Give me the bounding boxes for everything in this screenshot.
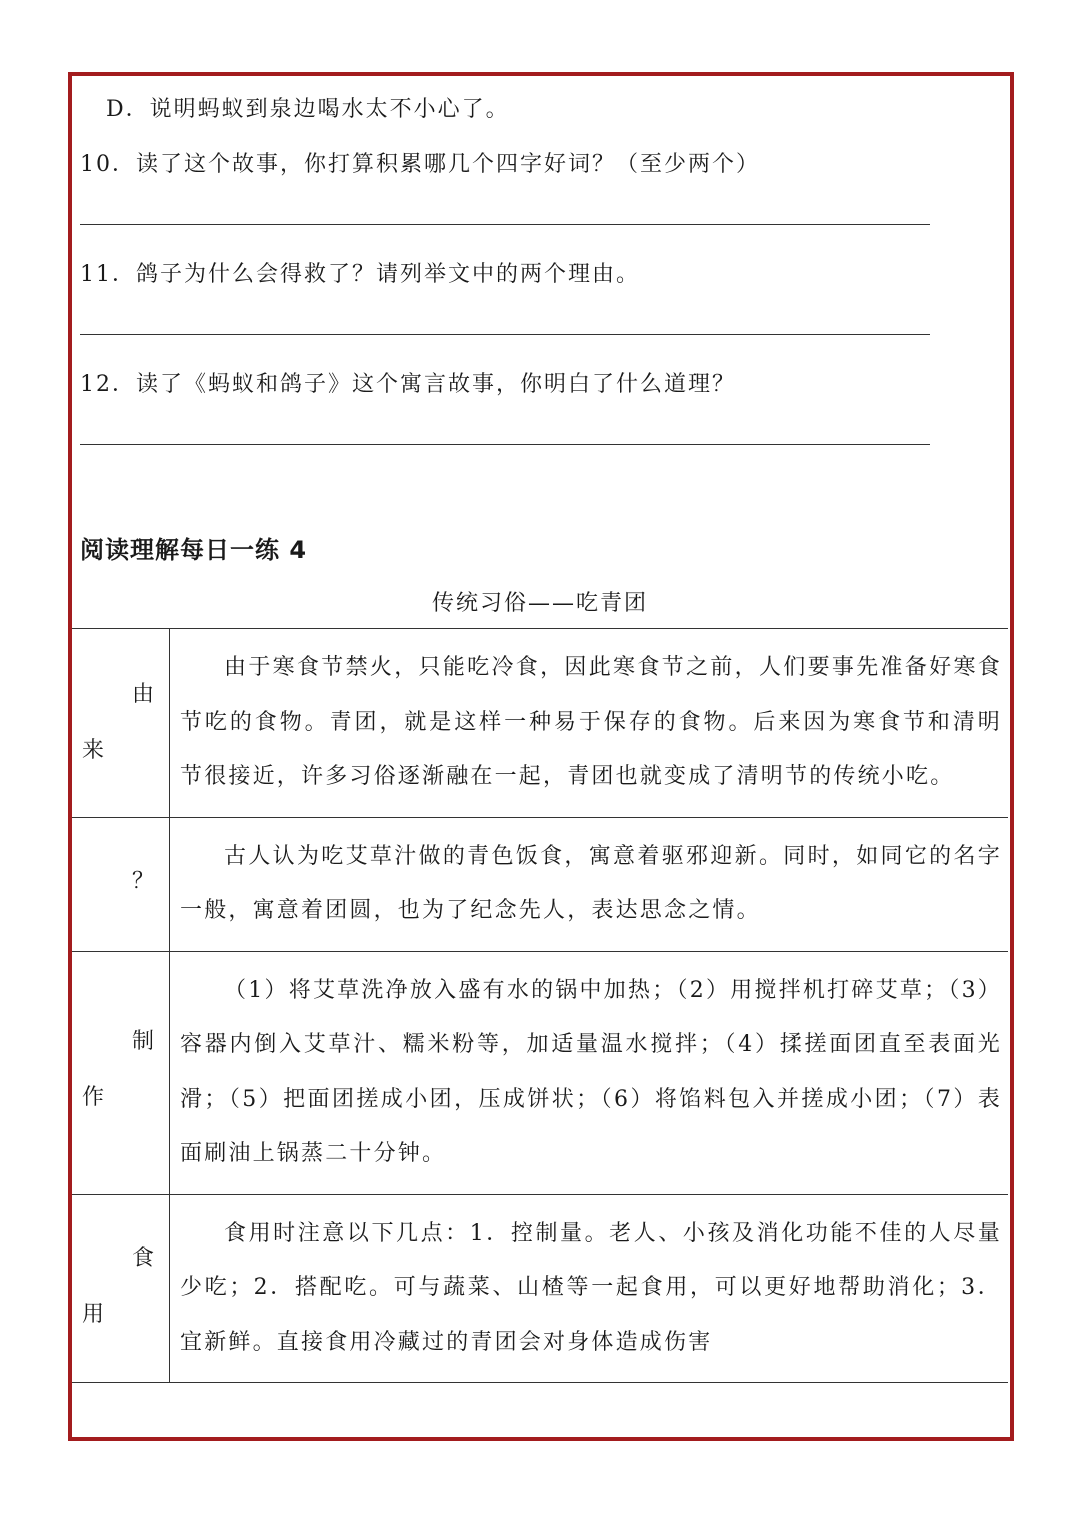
- row-label-blank-marker[interactable]: ？: [132, 868, 155, 894]
- question-12: 12．读了《蚂蚁和鸽子》这个寓言故事，你明白了什么道理？: [80, 372, 736, 397]
- answer-line-11[interactable]: [80, 334, 930, 335]
- question-11: 11．鸽子为什么会得救了？请列举文中的两个理由。: [80, 262, 640, 287]
- row-label-char-1: 食: [132, 1245, 155, 1271]
- row-label-char-2: 作: [82, 1084, 105, 1110]
- row-label-char-1: 由: [132, 682, 155, 707]
- info-table: [72, 628, 1008, 1383]
- row-content: （1）将艾草洗净放入盛有水的锅中加热；（2）用搅拌机打碎艾草；（3）容器内倒入艾草汁、糯米粉等，加适量温水搅拌；（4）揉搓面团直至表面光滑；（5）把面团搓成小团，压成饼状；（6）将馅料包入并搓成小团；（7）表面刷油上锅蒸二十分钟。: [170, 951, 1009, 1194]
- answer-line-12[interactable]: [80, 444, 930, 445]
- row-label: [72, 817, 170, 951]
- row-label-char-2: 用: [82, 1301, 105, 1327]
- row-label-char-1: 制: [132, 1028, 155, 1054]
- article-title: 传统习俗——吃青团: [431, 591, 648, 616]
- row-content: 食用时注意以下几点：1．控制量。老人、小孩及消化功能不佳的人尽量少吃；2．搭配吃。可与蔬菜、山楂等一起食用，可以更好地帮助消化；3．宜新鲜。直接食用冷藏过的青团会对身体造成伤害: [170, 1194, 1009, 1383]
- question-10: 10．读了这个故事，你打算积累哪几个四字好词？（至少两个）: [80, 152, 760, 177]
- table-row-eating: [72, 1194, 1008, 1383]
- row-content: 古人认为吃艾草汁做的青色饭食，寓意着驱邪迎新。同时，如同它的名字一般，寓意着团圆，也为了纪念先人，表达思念之情。: [170, 817, 1009, 951]
- section-heading: 阅读理解每日一练 4: [80, 536, 308, 564]
- option-d: D．说明蚂蚁到泉边喝水太不小心了。: [106, 97, 510, 122]
- table-row-origin: [72, 629, 1008, 818]
- table-row-making: [72, 951, 1008, 1194]
- answer-line-10[interactable]: [80, 224, 930, 225]
- row-label: [72, 951, 170, 1194]
- row-label: [72, 629, 170, 818]
- row-label-char-2: 来: [82, 738, 105, 763]
- row-label: [72, 1194, 170, 1383]
- table-row-meaning: [72, 817, 1008, 951]
- row-content: 由于寒食节禁火，只能吃冷食，因此寒食节之前，人们要事先准备好寒食节吃的食物。青团，就是这样一种易于保存的食物。后来因为寒食节和清明节很接近，许多习俗逐渐融在一起，青团也就变成了清明节的传统小吃。: [170, 629, 1009, 818]
